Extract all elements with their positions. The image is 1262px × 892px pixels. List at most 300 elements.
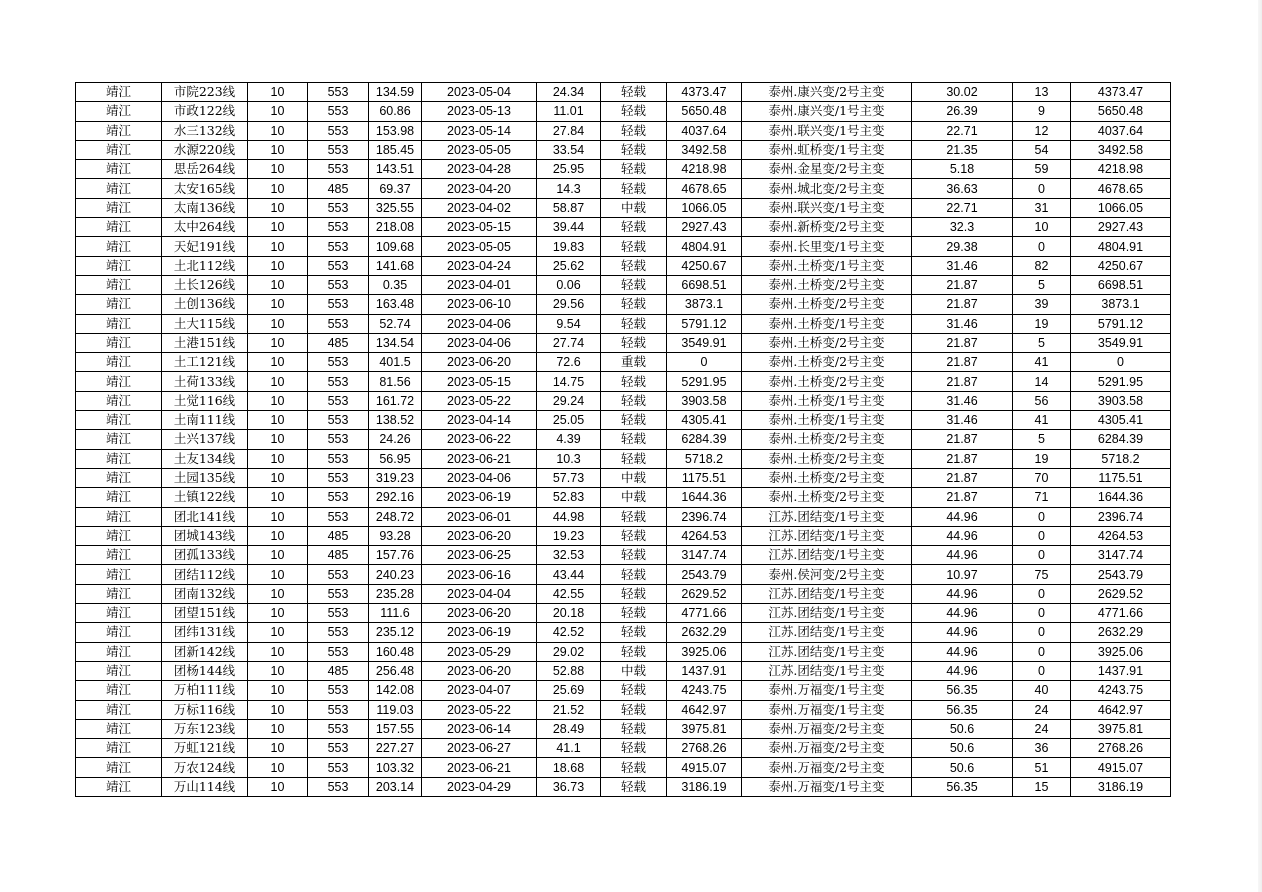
cell-load-rate: 32.53 (537, 546, 601, 565)
cell-voltage: 10 (248, 604, 308, 623)
cell-transformer-load-rate: 21.87 (912, 275, 1013, 294)
cell-line-name: 土觉116线 (162, 391, 248, 410)
cell-line-name: 团望151线 (162, 604, 248, 623)
cell-transformer-load-rate: 31.46 (912, 411, 1013, 430)
cell-voltage: 10 (248, 584, 308, 603)
cell-transformer: 江苏.团结变/1号主变 (742, 623, 912, 642)
cell-capacity: 553 (308, 391, 369, 410)
cell-voltage: 10 (248, 565, 308, 584)
cell-transformer-load-rate: 26.39 (912, 102, 1013, 121)
table-row (76, 661, 1171, 680)
cell-remaining-capacity-2: 4218.98 (1071, 160, 1171, 179)
cell-count: 40 (1013, 681, 1071, 700)
cell-remaining-capacity-2: 3873.1 (1071, 295, 1171, 314)
cell-capacity: 485 (308, 661, 369, 680)
cell-line-name: 土友134线 (162, 449, 248, 468)
cell-region: 靖江 (76, 777, 162, 796)
cell-transformer: 泰州.联兴变/1号主变 (742, 198, 912, 217)
cell-voltage: 10 (248, 719, 308, 738)
cell-transformer: 泰州.康兴变/1号主变 (742, 102, 912, 121)
page-edge (1258, 0, 1262, 892)
cell-remaining-capacity: 3147.74 (667, 546, 742, 565)
cell-line-name: 团城143线 (162, 526, 248, 545)
table-row (76, 719, 1171, 738)
cell-transformer: 泰州.土桥变/2号主变 (742, 333, 912, 352)
cell-region: 靖江 (76, 507, 162, 526)
table-row (76, 295, 1171, 314)
cell-capacity: 553 (308, 83, 369, 102)
cell-transformer-load-rate: 50.6 (912, 758, 1013, 777)
cell-date: 2023-05-14 (422, 121, 537, 140)
cell-load-rate: 27.74 (537, 333, 601, 352)
cell-capacity: 553 (308, 468, 369, 487)
cell-remaining-capacity: 3186.19 (667, 777, 742, 796)
cell-remaining-capacity-2: 5291.95 (1071, 372, 1171, 391)
cell-region: 靖江 (76, 140, 162, 159)
cell-load-rate: 42.52 (537, 623, 601, 642)
cell-transformer-load-rate: 21.87 (912, 488, 1013, 507)
cell-remaining-capacity-2: 5718.2 (1071, 449, 1171, 468)
cell-date: 2023-06-20 (422, 604, 537, 623)
table-row (76, 140, 1171, 159)
cell-current: 401.5 (369, 353, 422, 372)
cell-count: 19 (1013, 314, 1071, 333)
cell-capacity: 553 (308, 642, 369, 661)
cell-capacity: 553 (308, 198, 369, 217)
cell-load-status: 轻载 (601, 275, 667, 294)
cell-region: 靖江 (76, 333, 162, 352)
table-row (76, 468, 1171, 487)
cell-count: 0 (1013, 546, 1071, 565)
cell-line-name: 思岳264线 (162, 160, 248, 179)
cell-count: 0 (1013, 642, 1071, 661)
cell-load-rate: 0.06 (537, 275, 601, 294)
cell-transformer-load-rate: 56.35 (912, 777, 1013, 796)
cell-remaining-capacity-2: 4642.97 (1071, 700, 1171, 719)
cell-remaining-capacity: 4771.66 (667, 604, 742, 623)
cell-region: 靖江 (76, 642, 162, 661)
cell-current: 52.74 (369, 314, 422, 333)
cell-line-name: 市政122线 (162, 102, 248, 121)
cell-line-name: 土园135线 (162, 468, 248, 487)
cell-remaining-capacity: 4250.67 (667, 256, 742, 275)
cell-transformer-load-rate: 21.87 (912, 333, 1013, 352)
cell-date: 2023-06-20 (422, 661, 537, 680)
cell-load-rate: 21.52 (537, 700, 601, 719)
cell-remaining-capacity-2: 3186.19 (1071, 777, 1171, 796)
cell-voltage: 10 (248, 623, 308, 642)
cell-line-name: 团纬131线 (162, 623, 248, 642)
cell-region: 靖江 (76, 198, 162, 217)
cell-count: 41 (1013, 411, 1071, 430)
cell-current: 163.48 (369, 295, 422, 314)
cell-line-name: 万虹121线 (162, 739, 248, 758)
cell-remaining-capacity: 4642.97 (667, 700, 742, 719)
cell-load-rate: 44.98 (537, 507, 601, 526)
cell-capacity: 553 (308, 256, 369, 275)
cell-load-status: 轻载 (601, 565, 667, 584)
cell-line-name: 土镇122线 (162, 488, 248, 507)
cell-load-rate: 42.55 (537, 584, 601, 603)
cell-load-status: 中载 (601, 198, 667, 217)
cell-remaining-capacity-2: 2768.26 (1071, 739, 1171, 758)
cell-region: 靖江 (76, 353, 162, 372)
cell-voltage: 10 (248, 488, 308, 507)
cell-region: 靖江 (76, 488, 162, 507)
cell-capacity: 553 (308, 758, 369, 777)
cell-line-name: 土北112线 (162, 256, 248, 275)
cell-voltage: 10 (248, 333, 308, 352)
cell-load-status: 轻载 (601, 295, 667, 314)
cell-date: 2023-05-22 (422, 700, 537, 719)
cell-line-name: 市院223线 (162, 83, 248, 102)
table-row (76, 218, 1171, 237)
cell-remaining-capacity-2: 6698.51 (1071, 275, 1171, 294)
cell-voltage: 10 (248, 526, 308, 545)
cell-region: 靖江 (76, 430, 162, 449)
cell-count: 5 (1013, 275, 1071, 294)
cell-count: 10 (1013, 218, 1071, 237)
cell-capacity: 553 (308, 565, 369, 584)
cell-line-name: 万山114线 (162, 777, 248, 796)
cell-load-rate: 14.3 (537, 179, 601, 198)
table-row (76, 430, 1171, 449)
cell-voltage: 10 (248, 758, 308, 777)
cell-capacity: 553 (308, 295, 369, 314)
cell-voltage: 10 (248, 83, 308, 102)
cell-transformer-load-rate: 22.71 (912, 121, 1013, 140)
cell-count: 31 (1013, 198, 1071, 217)
cell-capacity: 553 (308, 700, 369, 719)
cell-current: 203.14 (369, 777, 422, 796)
cell-date: 2023-04-28 (422, 160, 537, 179)
cell-voltage: 10 (248, 681, 308, 700)
cell-date: 2023-06-20 (422, 526, 537, 545)
cell-remaining-capacity-2: 1644.36 (1071, 488, 1171, 507)
cell-date: 2023-04-20 (422, 179, 537, 198)
cell-capacity: 553 (308, 102, 369, 121)
cell-remaining-capacity-2: 4915.07 (1071, 758, 1171, 777)
cell-transformer: 泰州.土桥变/2号主变 (742, 295, 912, 314)
cell-transformer-load-rate: 44.96 (912, 661, 1013, 680)
cell-region: 靖江 (76, 179, 162, 198)
cell-region: 靖江 (76, 449, 162, 468)
cell-voltage: 10 (248, 391, 308, 410)
cell-transformer-load-rate: 10.97 (912, 565, 1013, 584)
cell-date: 2023-06-25 (422, 546, 537, 565)
cell-transformer-load-rate: 44.96 (912, 642, 1013, 661)
cell-count: 12 (1013, 121, 1071, 140)
cell-voltage: 10 (248, 739, 308, 758)
cell-transformer: 江苏.团结变/1号主变 (742, 507, 912, 526)
cell-transformer: 江苏.团结变/1号主变 (742, 584, 912, 603)
table-row (76, 604, 1171, 623)
cell-capacity: 553 (308, 604, 369, 623)
cell-line-name: 万标116线 (162, 700, 248, 719)
cell-load-status: 轻载 (601, 391, 667, 410)
cell-remaining-capacity-2: 2632.29 (1071, 623, 1171, 642)
cell-date: 2023-06-20 (422, 353, 537, 372)
cell-region: 靖江 (76, 526, 162, 545)
cell-transformer: 泰州.土桥变/2号主变 (742, 275, 912, 294)
cell-date: 2023-04-07 (422, 681, 537, 700)
cell-capacity: 485 (308, 179, 369, 198)
cell-current: 134.59 (369, 83, 422, 102)
cell-capacity: 553 (308, 160, 369, 179)
table-row (76, 353, 1171, 372)
cell-load-status: 轻载 (601, 333, 667, 352)
table-row (76, 83, 1171, 102)
cell-remaining-capacity: 5791.12 (667, 314, 742, 333)
cell-remaining-capacity: 0 (667, 353, 742, 372)
cell-date: 2023-04-04 (422, 584, 537, 603)
cell-voltage: 10 (248, 642, 308, 661)
cell-transformer: 江苏.团结变/1号主变 (742, 526, 912, 545)
cell-load-rate: 29.24 (537, 391, 601, 410)
cell-capacity: 553 (308, 140, 369, 159)
cell-remaining-capacity-2: 3903.58 (1071, 391, 1171, 410)
cell-date: 2023-06-21 (422, 449, 537, 468)
cell-region: 靖江 (76, 160, 162, 179)
cell-count: 0 (1013, 604, 1071, 623)
cell-transformer-load-rate: 44.96 (912, 604, 1013, 623)
cell-capacity: 553 (308, 314, 369, 333)
table-row (76, 256, 1171, 275)
cell-load-rate: 36.73 (537, 777, 601, 796)
cell-load-status: 轻载 (601, 121, 667, 140)
cell-transformer-load-rate: 5.18 (912, 160, 1013, 179)
cell-capacity: 553 (308, 449, 369, 468)
cell-line-name: 团新142线 (162, 642, 248, 661)
cell-capacity: 553 (308, 218, 369, 237)
cell-count: 82 (1013, 256, 1071, 275)
cell-remaining-capacity: 4373.47 (667, 83, 742, 102)
cell-current: 60.86 (369, 102, 422, 121)
cell-date: 2023-04-06 (422, 468, 537, 487)
cell-count: 56 (1013, 391, 1071, 410)
cell-transformer-load-rate: 44.96 (912, 507, 1013, 526)
cell-current: 218.08 (369, 218, 422, 237)
cell-remaining-capacity: 1644.36 (667, 488, 742, 507)
cell-region: 靖江 (76, 256, 162, 275)
cell-line-name: 太南136线 (162, 198, 248, 217)
cell-count: 14 (1013, 372, 1071, 391)
cell-load-rate: 41.1 (537, 739, 601, 758)
cell-transformer: 泰州.联兴变/1号主变 (742, 121, 912, 140)
cell-voltage: 10 (248, 275, 308, 294)
cell-count: 39 (1013, 295, 1071, 314)
cell-transformer: 泰州.土桥变/2号主变 (742, 468, 912, 487)
cell-region: 靖江 (76, 584, 162, 603)
cell-line-name: 土工121线 (162, 353, 248, 372)
cell-load-rate: 28.49 (537, 719, 601, 738)
cell-capacity: 485 (308, 526, 369, 545)
cell-remaining-capacity-2: 3549.91 (1071, 333, 1171, 352)
cell-count: 70 (1013, 468, 1071, 487)
cell-capacity: 553 (308, 681, 369, 700)
cell-line-name: 土港151线 (162, 333, 248, 352)
cell-load-rate: 25.62 (537, 256, 601, 275)
cell-remaining-capacity-2: 5791.12 (1071, 314, 1171, 333)
cell-remaining-capacity-2: 1066.05 (1071, 198, 1171, 217)
cell-line-name: 万柏111线 (162, 681, 248, 700)
cell-line-name: 团结112线 (162, 565, 248, 584)
cell-load-status: 轻载 (601, 160, 667, 179)
table-row (76, 275, 1171, 294)
cell-transformer-load-rate: 21.87 (912, 295, 1013, 314)
cell-voltage: 10 (248, 256, 308, 275)
cell-transformer-load-rate: 44.96 (912, 623, 1013, 642)
cell-region: 靖江 (76, 565, 162, 584)
cell-count: 51 (1013, 758, 1071, 777)
cell-load-status: 轻载 (601, 372, 667, 391)
cell-capacity: 553 (308, 488, 369, 507)
cell-region: 靖江 (76, 546, 162, 565)
cell-load-rate: 19.83 (537, 237, 601, 256)
cell-current: 93.28 (369, 526, 422, 545)
cell-count: 19 (1013, 449, 1071, 468)
cell-remaining-capacity-2: 4305.41 (1071, 411, 1171, 430)
cell-transformer: 泰州.城北变/2号主变 (742, 179, 912, 198)
cell-load-status: 轻载 (601, 681, 667, 700)
cell-load-rate: 43.44 (537, 565, 601, 584)
cell-date: 2023-06-16 (422, 565, 537, 584)
cell-current: 160.48 (369, 642, 422, 661)
cell-transformer: 泰州.土桥变/1号主变 (742, 391, 912, 410)
cell-current: 325.55 (369, 198, 422, 217)
table-row (76, 102, 1171, 121)
cell-date: 2023-05-05 (422, 237, 537, 256)
cell-transformer-load-rate: 21.87 (912, 372, 1013, 391)
cell-load-status: 轻载 (601, 411, 667, 430)
cell-transformer: 泰州.土桥变/2号主变 (742, 449, 912, 468)
cell-load-rate: 19.23 (537, 526, 601, 545)
cell-transformer: 泰州.长里变/1号主变 (742, 237, 912, 256)
cell-voltage: 10 (248, 314, 308, 333)
cell-current: 56.95 (369, 449, 422, 468)
table-row (76, 179, 1171, 198)
cell-count: 59 (1013, 160, 1071, 179)
cell-transformer: 泰州.万福变/1号主变 (742, 700, 912, 719)
cell-load-status: 轻载 (601, 584, 667, 603)
cell-remaining-capacity-2: 2927.43 (1071, 218, 1171, 237)
cell-count: 36 (1013, 739, 1071, 758)
cell-transformer-load-rate: 32.3 (912, 218, 1013, 237)
cell-load-rate: 25.95 (537, 160, 601, 179)
cell-remaining-capacity-2: 2629.52 (1071, 584, 1171, 603)
cell-capacity: 553 (308, 353, 369, 372)
data-table (75, 82, 1171, 797)
cell-transformer-load-rate: 30.02 (912, 83, 1013, 102)
cell-region: 靖江 (76, 604, 162, 623)
table-row (76, 411, 1171, 430)
cell-region: 靖江 (76, 102, 162, 121)
cell-load-status: 轻载 (601, 449, 667, 468)
cell-line-name: 土创136线 (162, 295, 248, 314)
cell-region: 靖江 (76, 295, 162, 314)
cell-remaining-capacity: 6284.39 (667, 430, 742, 449)
cell-remaining-capacity-2: 4037.64 (1071, 121, 1171, 140)
cell-transformer: 泰州.万福变/1号主变 (742, 777, 912, 796)
cell-voltage: 10 (248, 449, 308, 468)
cell-load-status: 轻载 (601, 256, 667, 275)
cell-transformer-load-rate: 31.46 (912, 256, 1013, 275)
cell-capacity: 553 (308, 430, 369, 449)
cell-count: 75 (1013, 565, 1071, 584)
table-row (76, 739, 1171, 758)
cell-remaining-capacity: 3925.06 (667, 642, 742, 661)
table-row (76, 372, 1171, 391)
cell-count: 9 (1013, 102, 1071, 121)
table-row (76, 546, 1171, 565)
table-row (76, 160, 1171, 179)
cell-line-name: 土大115线 (162, 314, 248, 333)
cell-region: 靖江 (76, 623, 162, 642)
cell-current: 319.23 (369, 468, 422, 487)
cell-load-status: 中载 (601, 661, 667, 680)
cell-region: 靖江 (76, 275, 162, 294)
cell-line-name: 太安165线 (162, 179, 248, 198)
cell-date: 2023-06-19 (422, 623, 537, 642)
cell-current: 111.6 (369, 604, 422, 623)
cell-remaining-capacity: 2768.26 (667, 739, 742, 758)
cell-date: 2023-06-14 (422, 719, 537, 738)
cell-current: 138.52 (369, 411, 422, 430)
cell-count: 24 (1013, 719, 1071, 738)
table-row (76, 758, 1171, 777)
cell-date: 2023-05-13 (422, 102, 537, 121)
cell-line-name: 天妃191线 (162, 237, 248, 256)
cell-count: 71 (1013, 488, 1071, 507)
cell-capacity: 553 (308, 719, 369, 738)
cell-load-status: 重载 (601, 353, 667, 372)
cell-remaining-capacity: 6698.51 (667, 275, 742, 294)
cell-load-rate: 52.83 (537, 488, 601, 507)
cell-date: 2023-05-15 (422, 372, 537, 391)
cell-current: 134.54 (369, 333, 422, 352)
cell-date: 2023-06-10 (422, 295, 537, 314)
cell-date: 2023-04-02 (422, 198, 537, 217)
cell-current: 24.26 (369, 430, 422, 449)
cell-line-name: 团杨144线 (162, 661, 248, 680)
cell-transformer: 泰州.土桥变/2号主变 (742, 372, 912, 391)
cell-count: 5 (1013, 430, 1071, 449)
cell-current: 256.48 (369, 661, 422, 680)
cell-load-status: 轻载 (601, 546, 667, 565)
table-row (76, 121, 1171, 140)
cell-remaining-capacity-2: 4243.75 (1071, 681, 1171, 700)
cell-transformer: 泰州.土桥变/1号主变 (742, 256, 912, 275)
cell-remaining-capacity: 1066.05 (667, 198, 742, 217)
cell-remaining-capacity-2: 3925.06 (1071, 642, 1171, 661)
cell-count: 0 (1013, 526, 1071, 545)
cell-line-name: 团南132线 (162, 584, 248, 603)
cell-transformer: 泰州.金星变/2号主变 (742, 160, 912, 179)
cell-load-rate: 24.34 (537, 83, 601, 102)
cell-transformer-load-rate: 31.46 (912, 391, 1013, 410)
cell-transformer: 泰州.土桥变/2号主变 (742, 488, 912, 507)
table-row (76, 507, 1171, 526)
cell-line-name: 万农124线 (162, 758, 248, 777)
cell-transformer: 泰州.侯河变/2号主变 (742, 565, 912, 584)
table-row (76, 333, 1171, 352)
cell-transformer: 泰州.虹桥变/1号主变 (742, 140, 912, 159)
cell-remaining-capacity: 4037.64 (667, 121, 742, 140)
cell-date: 2023-05-22 (422, 391, 537, 410)
cell-transformer-load-rate: 21.87 (912, 353, 1013, 372)
cell-count: 0 (1013, 584, 1071, 603)
cell-voltage: 10 (248, 295, 308, 314)
